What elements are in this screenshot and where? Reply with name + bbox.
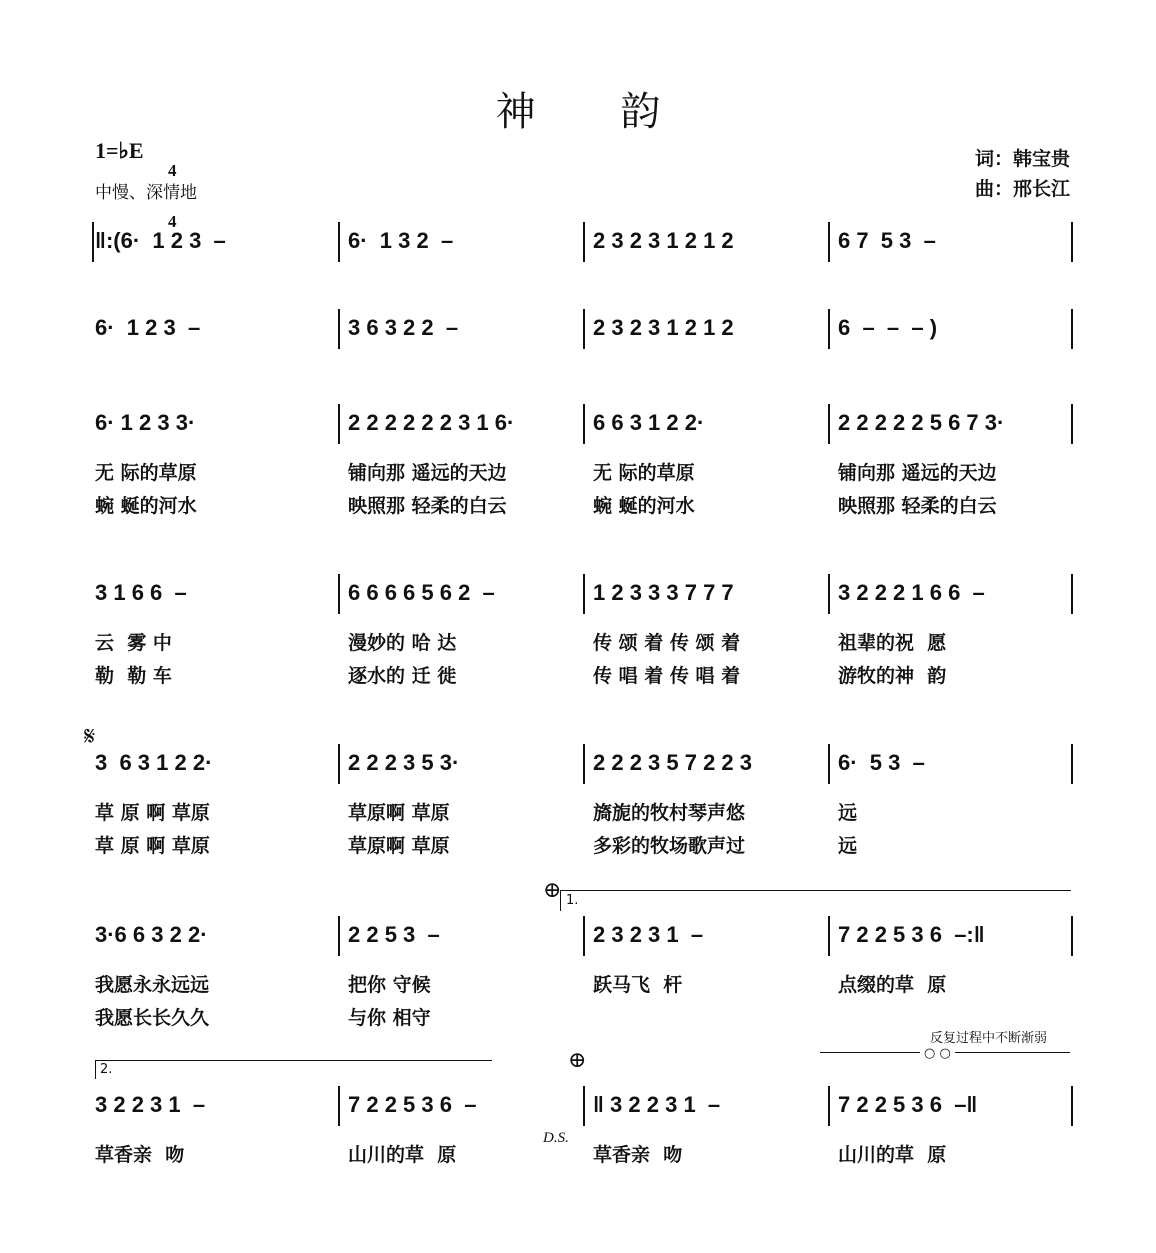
lyricist: 词：韩宝贵	[974, 148, 1070, 170]
lyric-line: 把你 守候	[348, 974, 431, 996]
lyric-line: 我愿永永远远	[95, 974, 210, 996]
lyric-line: 与你 相守	[348, 1007, 431, 1029]
measure-notes: 2 2 2 2 2 2 3 1 6·	[348, 410, 515, 435]
lyric-line: 传 颂 着 传 颂 着	[593, 632, 741, 654]
lyric-line: 祖辈的祝 愿	[838, 632, 947, 654]
lyric-line: 山川的草 原	[838, 1144, 947, 1166]
bar-line	[338, 1086, 340, 1126]
ds-marking: D.S.	[543, 1130, 569, 1146]
measure-notes: 2 2 5 3 –	[348, 922, 440, 947]
lyric-line: 铺向那 遥远的天边	[348, 462, 507, 484]
measure-notes: 2 2 2 3 5 3·	[348, 750, 460, 775]
lyric-line: 草香亲 吻	[95, 1144, 185, 1166]
measure-notes: 2 2 2 3 5 7 2 2 3	[593, 750, 753, 775]
bar-line	[338, 916, 340, 956]
bar-line	[583, 574, 585, 614]
bar-line	[92, 222, 94, 262]
bar-line	[828, 916, 830, 956]
measure-notes: 2 2 2 2 2 5 6 7 3·	[838, 410, 1005, 435]
measure-notes: 6· 1 3 2 –	[348, 228, 454, 253]
measure-notes: 6· 5 3 –	[838, 750, 925, 775]
coda-icon-2: ⊕	[568, 1048, 587, 1073]
bar-line	[1071, 574, 1073, 614]
bar-line	[583, 404, 585, 444]
tempo-marking: 中慢、深情地	[95, 183, 197, 203]
repeat-note: 反复过程中不断渐弱	[930, 1031, 1048, 1046]
lyric-line: 草原啊 草原	[348, 802, 450, 824]
volta-1-label: 1.	[566, 893, 579, 908]
segno-icon: 𝄋	[84, 722, 96, 752]
bar-line	[1071, 404, 1073, 444]
measure-notes: 6· 1 2 3 3·	[95, 410, 196, 435]
lyric-line: 远	[838, 835, 858, 857]
measure-notes: ‖:(6· 1 2 3 –	[95, 228, 226, 253]
meter-bottom: 4	[168, 212, 177, 231]
lyric-line: 草 原 啊 草原	[95, 802, 210, 824]
measure-notes: 6 7 5 3 –	[838, 228, 936, 253]
lyric-line: 点缀的草 原	[838, 974, 947, 996]
lyric-line: 草 原 啊 草原	[95, 835, 210, 857]
lyric-line: 传 唱 着 传 唱 着	[593, 665, 741, 687]
measure-notes: 6· 1 2 3 –	[95, 315, 201, 340]
lyric-line: 漫妙的 哈 达	[348, 632, 457, 654]
bar-line	[828, 574, 830, 614]
lyric-line: 勒 勒 车	[95, 665, 172, 687]
bar-line	[338, 222, 340, 262]
lyric-line: 多彩的牧场歌声过	[593, 835, 746, 857]
lyric-line: 无 际的草原	[593, 462, 695, 484]
bar-line	[828, 222, 830, 262]
bar-line	[583, 744, 585, 784]
bar-line	[338, 404, 340, 444]
key-signature: 1=♭E	[95, 138, 144, 163]
lyric-line: 草香亲 吻	[593, 1144, 683, 1166]
measure-notes: 3 2 2 2 1 6 6 –	[838, 580, 985, 605]
bar-line	[1071, 1086, 1073, 1126]
measure-notes: 7 2 2 5 3 6 –‖	[838, 1092, 978, 1117]
measure-notes: 3 1 6 6 –	[95, 580, 187, 605]
composer: 曲：邢长江	[974, 178, 1070, 200]
bar-line	[1071, 744, 1073, 784]
bar-line	[583, 1086, 585, 1126]
measure-notes: 1 2 3 3 3 7 7 7	[593, 580, 734, 605]
volta-1-bracket	[560, 890, 1071, 911]
bar-line	[828, 1086, 830, 1126]
bar-line	[583, 222, 585, 262]
meter-top: 4	[168, 161, 177, 180]
volta-2-bracket	[95, 1060, 492, 1079]
bar-line	[1071, 222, 1073, 262]
measure-notes: 2 3 2 3 1 2 1 2	[593, 228, 734, 253]
bar-line	[338, 744, 340, 784]
lyric-line: 远	[838, 802, 858, 824]
lyric-line: 无 际的草原	[95, 462, 197, 484]
coda-icon: ⊕	[543, 878, 562, 903]
volta-2-label: 2.	[100, 1062, 113, 1077]
bar-line	[1071, 916, 1073, 956]
measure-notes: 7 2 2 5 3 6 –	[348, 1092, 477, 1117]
measure-notes: 6 – – – )	[838, 315, 938, 340]
bar-line	[338, 309, 340, 349]
lyric-line: 草原啊 草原	[348, 835, 450, 857]
lyric-line: 山川的草 原	[348, 1144, 457, 1166]
bar-line	[583, 916, 585, 956]
measure-notes: 7 2 2 5 3 6 –:‖	[838, 922, 985, 947]
measure-notes: 2 3 2 3 1 2 1 2	[593, 315, 734, 340]
lyric-line: 逐水的 迁 徙	[348, 665, 457, 687]
measure-notes: 6 6 3 1 2 2·	[593, 410, 705, 435]
measure-notes: 3 6 3 1 2 2·	[95, 750, 213, 775]
lyric-line: 跃马飞 杆	[593, 974, 683, 996]
lyric-line: 铺向那 遥远的天边	[838, 462, 997, 484]
bar-line	[828, 404, 830, 444]
bar-line	[828, 309, 830, 349]
measure-notes: 3·6 6 3 2 2·	[95, 922, 208, 947]
bar-line	[583, 309, 585, 349]
lyric-line: 云 雾 中	[95, 632, 172, 654]
lyric-line: 旖旎的牧村琴声悠	[593, 802, 746, 824]
lyric-line: 映照那 轻柔的白云	[838, 495, 997, 517]
bar-line	[338, 574, 340, 614]
page-title: 神 韵	[495, 89, 697, 135]
measure-notes: 3 2 2 3 1 –	[95, 1092, 206, 1117]
bar-line	[1071, 309, 1073, 349]
lyric-line: 蜿 蜒的河水	[95, 495, 197, 517]
measure-notes: 3 6 3 2 2 –	[348, 315, 459, 340]
measure-notes: ‖ 3 2 2 3 1 –	[593, 1092, 721, 1117]
bar-line	[828, 744, 830, 784]
lyric-line: 映照那 轻柔的白云	[348, 495, 507, 517]
lyric-line: 我愿长长久久	[95, 1007, 210, 1029]
measure-notes: 2 3 2 3 1 –	[593, 922, 704, 947]
fermata-circles: ○ ○	[920, 1046, 955, 1061]
lyric-line: 游牧的神 韵	[838, 665, 947, 687]
measure-notes: 6 6 6 6 5 6 2 –	[348, 580, 495, 605]
lyric-line: 蜿 蜒的河水	[593, 495, 695, 517]
